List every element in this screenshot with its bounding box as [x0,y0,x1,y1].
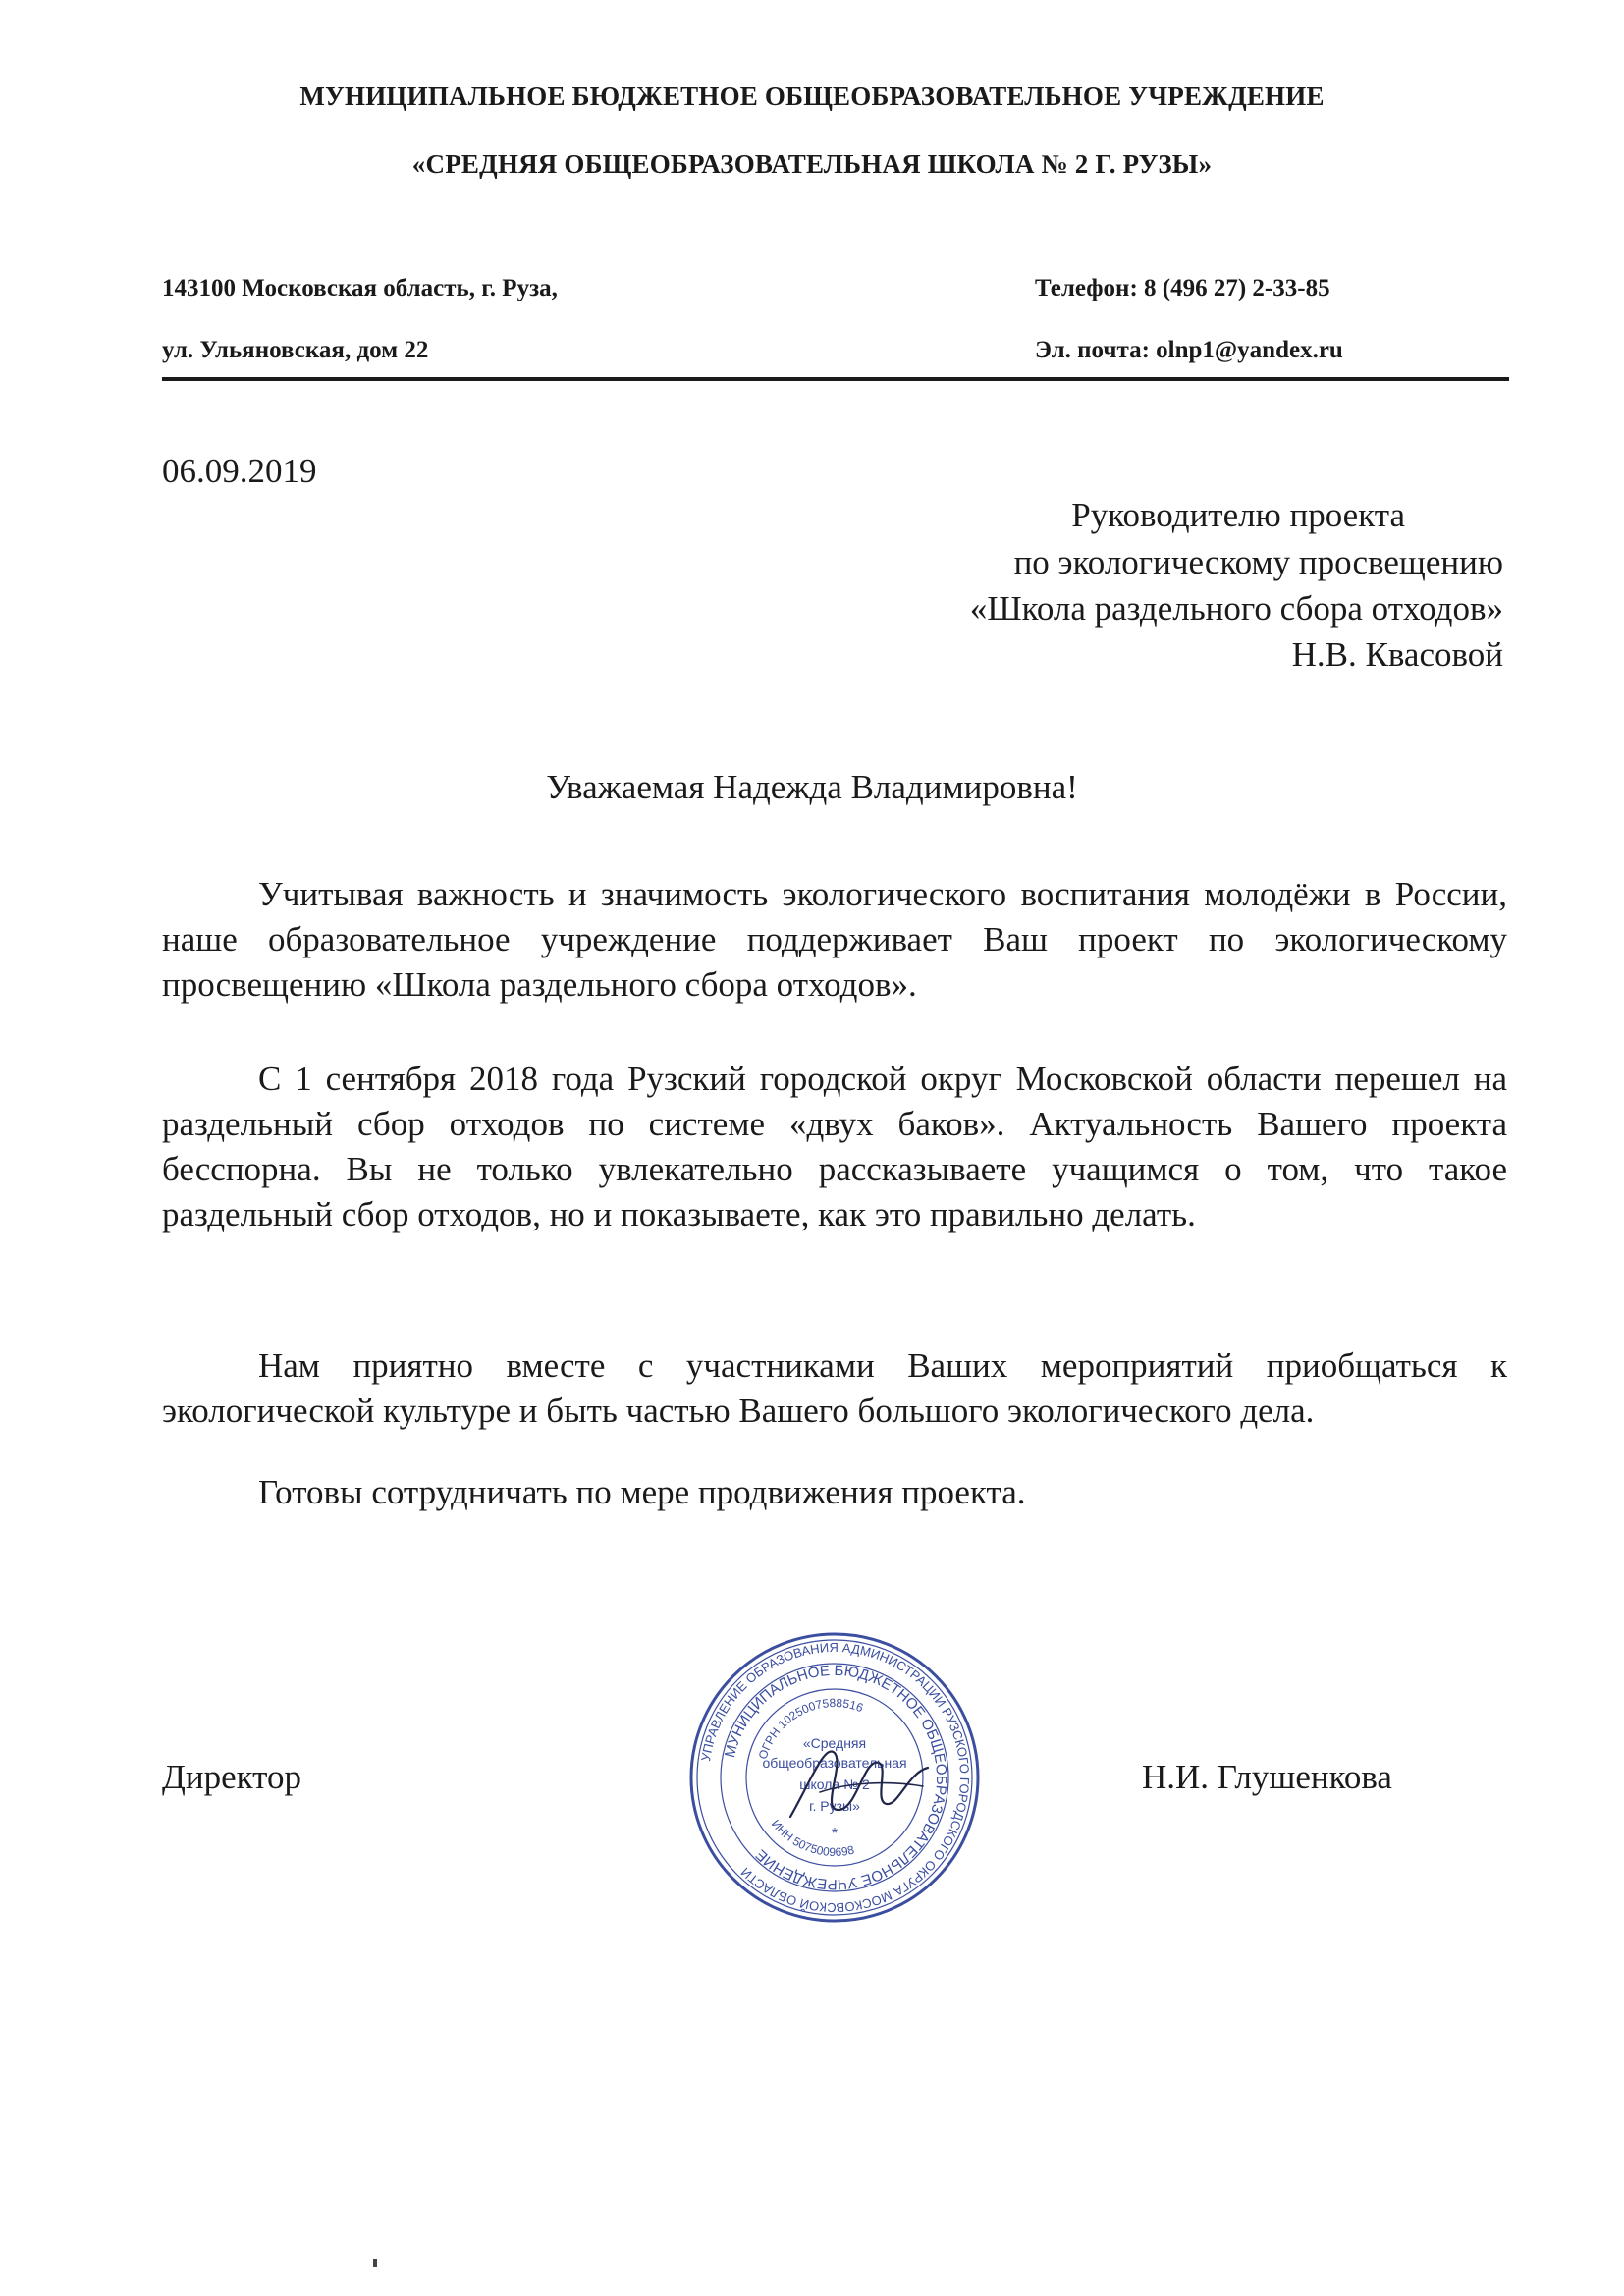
paragraph-text: Нам приятно вместе с участниками Ваших мероприятий приобщаться к экологической культуре и быть частью Вашего большого экологического дела. [162,1346,1507,1430]
stamp-middle-ring-text: МУНИЦИПАЛЬНОЕ БЮДЖЕТНОЕ ОБЩЕОБРАЗОВАТЕЛЬНОЕ УЧРЕЖДЕНИЕ [722,1662,950,1893]
body-paragraph-3 [162,1343,1507,1434]
stamp-center-line1: «Средняя [802,1735,867,1751]
stamp-outer-ring-text: УПРАВЛЕНИЕ ОБРАЗОВАНИЯ АДМИНИСТРАЦИИ РУЗСКОГО ГОРОДСКОГО ОКРУГА МОСКОВСКОЙ ОБЛАСТИ [698,1639,973,1916]
email: Эл. почта: olnp1@yandex.ru [1035,337,1343,363]
body-paragraph-2 [162,1057,1507,1237]
address-line1: 143100 Московская область, г. Руза, [162,275,558,301]
paragraph-text: С 1 сентября 2018 года Рузский городской округ Московской области перешел на раздельный сбор отходов по системе «двух баков». Актуальность Вашего проекта бесспорна. Вы не только увлекательно рассказываете учащимся о том, что такое раздельный сбор отходов, но и показываете, как это правильно делать. [162,1060,1507,1233]
addressee-line4: Н.В. Квасовой [1291,635,1503,674]
paragraph-text: Готовы сотрудничать по мере продвижения проекта. [258,1473,1026,1511]
signer-name: Н.И. Глушенкова [1142,1758,1392,1796]
stamp-star-icon: * [831,1826,839,1842]
paragraph-text: Учитывая важность и значимость экологического воспитания молодёжи в России, наше образовательное учреждение поддерживает Ваш проект по экологическому просвещению «Школа раздельного сбора отходов». [162,875,1507,1004]
stamp-inn: ИНН 5075009698 [768,1817,856,1860]
letter-date: 06.09.2019 [162,452,317,490]
addressee-line3: «Школа раздельного сбора отходов» [969,589,1503,628]
signer-position: Директор [162,1758,302,1796]
stamp-center-line4: г. Рузы» [809,1798,860,1814]
scan-mark [373,2259,377,2267]
phone: Телефон: 8 (496 27) 2-33-85 [1035,275,1330,301]
addressee-line1: Руководителю проекта [1071,496,1405,534]
stamp-center-line2: общеобразовательная [762,1755,907,1771]
addressee-line2: по экологическому просвещению [1013,543,1503,581]
handwritten-signature [781,1723,938,1851]
address-line2: ул. Ульяновская, дом 22 [162,337,429,363]
org-name-line1: МУНИЦИПАЛЬНОЕ БЮДЖЕТНОЕ ОБЩЕОБРАЗОВАТЕЛЬНОЕ УЧРЕЖДЕНИЕ [299,82,1325,111]
greeting: Уважаемая Надежда Владимировна! [546,768,1078,806]
header-divider [162,377,1509,381]
stamp-ogrn: ОГРН 1025007588516 [755,1695,865,1762]
stamp-center-line3: школа № 2 [799,1777,870,1792]
org-name-line2: «СРЕДНЯЯ ОБЩЕОБРАЗОВАТЕЛЬНАЯ ШКОЛА № 2 Г. РУЗЫ» [411,149,1213,179]
body-paragraph-1 [162,872,1507,1008]
body-paragraph-4 [162,1470,1507,1515]
